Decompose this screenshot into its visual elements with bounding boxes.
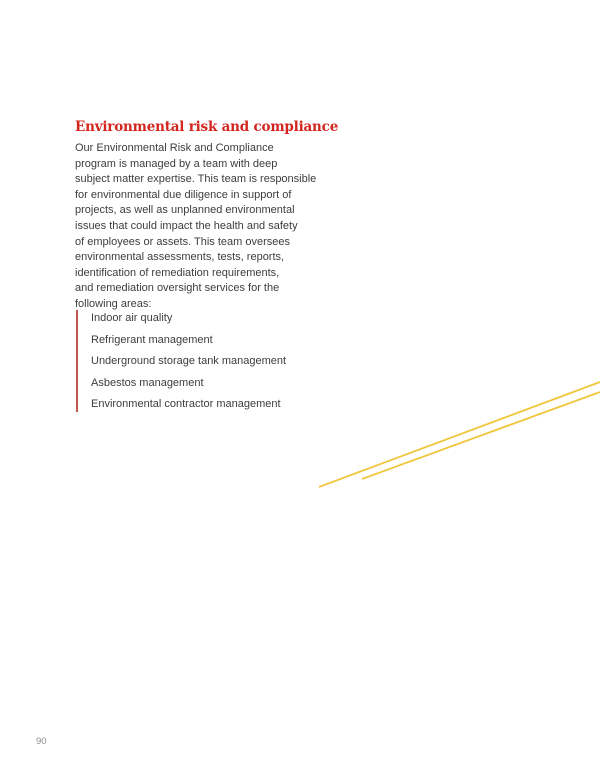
paragraph-line: environmental assessments, tests, reports, [75,251,285,264]
accent-line-short [362,392,600,479]
paragraph-line: identification of remediation requirements, [75,266,280,279]
paragraph-line: Our Environmental Risk and Compliance [75,142,274,154]
list-item: Indoor air quality [91,312,173,324]
paragraph-line: for environmental due diligence in support of [75,188,292,201]
topic-list [76,310,286,412]
list-item: Refrigerant management [91,333,213,346]
paragraph-line: and remediation oversight services for the [75,282,280,295]
page-number: 90 [36,736,47,747]
paragraph-line: program is managed by a team with deep [75,157,278,170]
body-paragraph [75,141,316,313]
paragraph-line: of employees or assets. This team oversees [75,235,291,248]
paragraph-line: following areas: [75,297,152,310]
list-item: Asbestos management [91,376,204,389]
list-item: Underground storage tank management [91,355,287,367]
paragraph-line: projects, as well as unplanned environmental [75,204,295,217]
section-heading: Environmental risk and compliance [75,119,339,135]
paragraph-line: subject matter expertise. This team is responsible [75,173,317,186]
accent-line-long [319,382,600,487]
list-item: Environmental contractor management [91,398,281,410]
paragraph-line: issues that could impact the health and safety [75,219,298,232]
